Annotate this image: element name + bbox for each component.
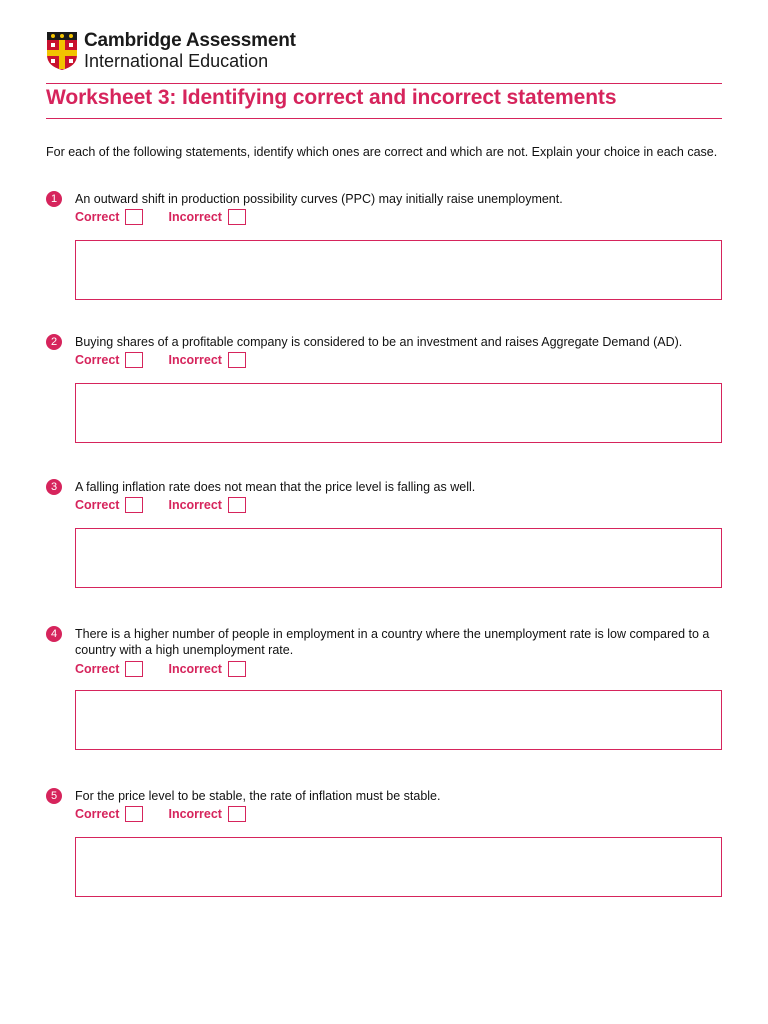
answer-box[interactable] [75, 837, 722, 897]
question-text: Buying shares of a profitable company is considered to be an investment and raises Aggregate Demand (AD). [75, 335, 683, 349]
page-title: Worksheet 3: Identifying correct and incorrect statements [46, 86, 617, 109]
incorrect-label: Incorrect [168, 662, 222, 676]
logo [46, 31, 296, 71]
correct-label: Correct [75, 498, 120, 512]
question-text: There is a higher number of people in employment in a country where the unemployment rate is low compared to a country with a high unemployment rate. [75, 627, 710, 657]
answer-box[interactable] [75, 690, 722, 750]
question-text: A falling inflation rate does not mean that the price level is falling as well. [75, 480, 476, 494]
correct-label: Correct [75, 662, 120, 676]
brand-name: Cambridge Assessment [84, 30, 296, 51]
choice-row [75, 661, 246, 677]
question-number: 4 [46, 626, 62, 642]
incorrect-checkbox[interactable] [228, 661, 246, 677]
correct-label: Correct [75, 210, 120, 224]
answer-box[interactable] [75, 383, 722, 443]
incorrect-label: Incorrect [168, 807, 222, 821]
correct-label: Correct [75, 807, 120, 821]
instructions: For each of the following statements, identify which ones are correct and which are not. Explain your choice in each case. [46, 145, 718, 159]
question-text: An outward shift in production possibility curves (PPC) may initially raise unemployment. [75, 192, 563, 206]
title-bottom-rule [46, 118, 722, 119]
incorrect-checkbox[interactable] [228, 806, 246, 822]
question-number: 5 [46, 788, 62, 804]
question-number: 2 [46, 334, 62, 350]
correct-checkbox[interactable] [125, 352, 143, 368]
choice-row [75, 806, 246, 822]
correct-checkbox[interactable] [125, 661, 143, 677]
question-number: 1 [46, 191, 62, 207]
incorrect-checkbox[interactable] [228, 209, 246, 225]
correct-checkbox[interactable] [125, 806, 143, 822]
title-top-rule [46, 83, 722, 84]
correct-label: Correct [75, 353, 120, 367]
incorrect-checkbox[interactable] [228, 497, 246, 513]
cambridge-crest-icon [46, 31, 78, 71]
choice-row [75, 209, 246, 225]
answer-box[interactable] [75, 528, 722, 588]
brand-subtitle: International Education [84, 51, 269, 71]
incorrect-checkbox[interactable] [228, 352, 246, 368]
correct-checkbox[interactable] [125, 209, 143, 225]
question-number: 3 [46, 479, 62, 495]
incorrect-label: Incorrect [168, 353, 222, 367]
choice-row [75, 352, 246, 368]
choice-row [75, 497, 246, 513]
question-text: For the price level to be stable, the rate of inflation must be stable. [75, 789, 441, 803]
incorrect-label: Incorrect [168, 210, 222, 224]
incorrect-label: Incorrect [168, 498, 222, 512]
answer-box[interactable] [75, 240, 722, 300]
correct-checkbox[interactable] [125, 497, 143, 513]
